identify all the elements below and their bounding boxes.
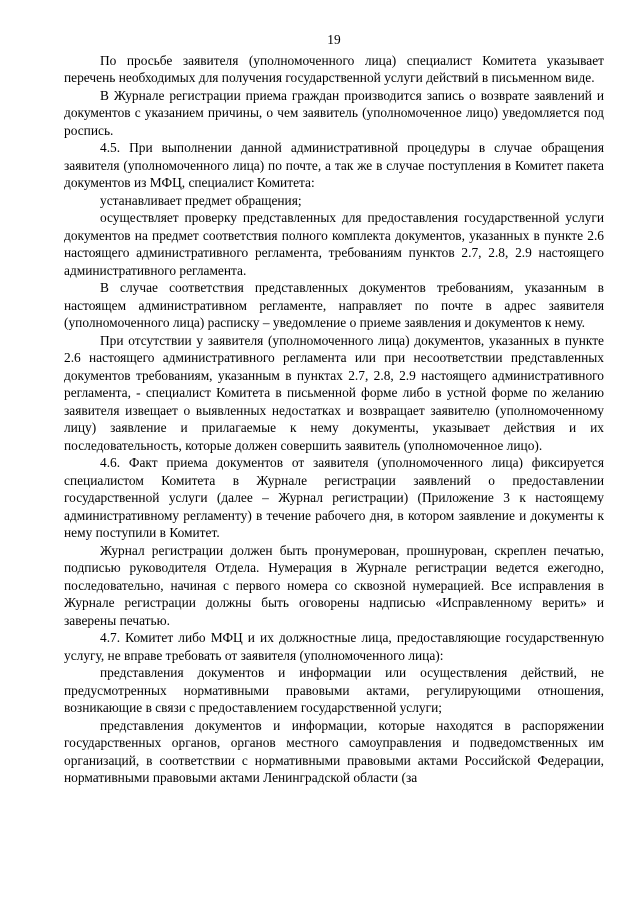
paragraph: устанавливает предмет обращения;: [100, 192, 302, 208]
paragraph: В Журнале регистрации приема граждан производится запись о возврате заявлений и документов с указанием причины, о чем заявитель (уполномоченное лицо) уведомляется под роспись.: [64, 87, 604, 138]
paragraph: По просьбе заявителя (уполномоченного лица) специалист Комитета указывает перечень необходимых для получения государственной услуги действий в письменном виде.: [64, 52, 604, 85]
paragraph: Журнал регистрации должен быть пронумерован, прошнурован, скреплен печатью, подписью руководителя Отдела. Нумерация в Журнале регистрации ведется ежегодно, последовательно, начиная с первого номера со сквозной нумерацией. Все исправления в Журнале регистрации должны быть оговорены надписью «Исправленному верить» и заверены печатью.: [64, 542, 604, 628]
section-4-6-paragraph: 4.6. Факт приема документов от заявителя (уполномоченного лица) фиксируется специалистом Комитета в Журнале регистрации заявлений о предоставлении государственной услуги (далее – Журнал регистрации) (Приложение 3 к настоящему административному регламенту) в течение рабочего дня, в котором заявление и документы к нему поступили в Комитет.: [64, 455, 604, 540]
paragraph: осуществляет проверку представленных для предоставления государственной услуги документов на предмет соответствия полного комплекта документов, указанных в пункте 2.6 настоящего административного регламента, требованиям пунктов 2.7, 2.8, 2.9 настоящего административного регламента.: [64, 210, 604, 278]
section-4-5-paragraph: 4.5. При выполнении данной административной процедуры в случае обращения заявителя (уполномоченного лица) по почте, а так же в случае поступления в Комитет пакета документов из МФЦ, специалист Комитета:: [64, 140, 604, 190]
paragraph: представления документов и информации, которые находятся в распоряжении государственных органов, органов местного самоуправления и подведомственных им организаций, в соответствии с нормативными правовыми актами Российской Федерации, нормативными правовыми актами Ленинградской области (за: [64, 717, 604, 785]
paragraph: В случае соответствия представленных документов требованиям, указанным в настоящем административном регламенте, направляет по почте в адрес заявителя (уполномоченного лица) расписку – уведомление о приеме заявления и документов к нему.: [64, 280, 604, 330]
paragraph: представления документов и информации или осуществления действий, не предусмотренных нормативными правовыми актами, регулирующими отношения, возникающие в связи с предоставлением государственной услуги;: [64, 665, 604, 715]
paragraph: При отсутствии у заявителя (уполномоченного лица) документов, указанных в пункте 2.6 настоящего административного регламента или при несоответствии представленных документов требованиям, указанным в пунктах 2.7, 2.8, 2.9 настоящего административного регламента, - специалист Комитета в письменной форме либо в устной форме по желанию заявителя извещает о выявленных недостатках и возвращает заявителю (уполномоченному лицу) заявление и прилагаемые к нему документы, указывает действия и их последовательность, которые должен совершить заявитель (уполномоченное лицо).: [64, 332, 604, 453]
page-number: 19: [327, 32, 341, 47]
section-4-7-paragraph: 4.7. Комитет либо МФЦ и их должностные лица, предоставляющие государственную услугу, не вправе требовать от заявителя (уполномоченного лица):: [64, 630, 604, 663]
